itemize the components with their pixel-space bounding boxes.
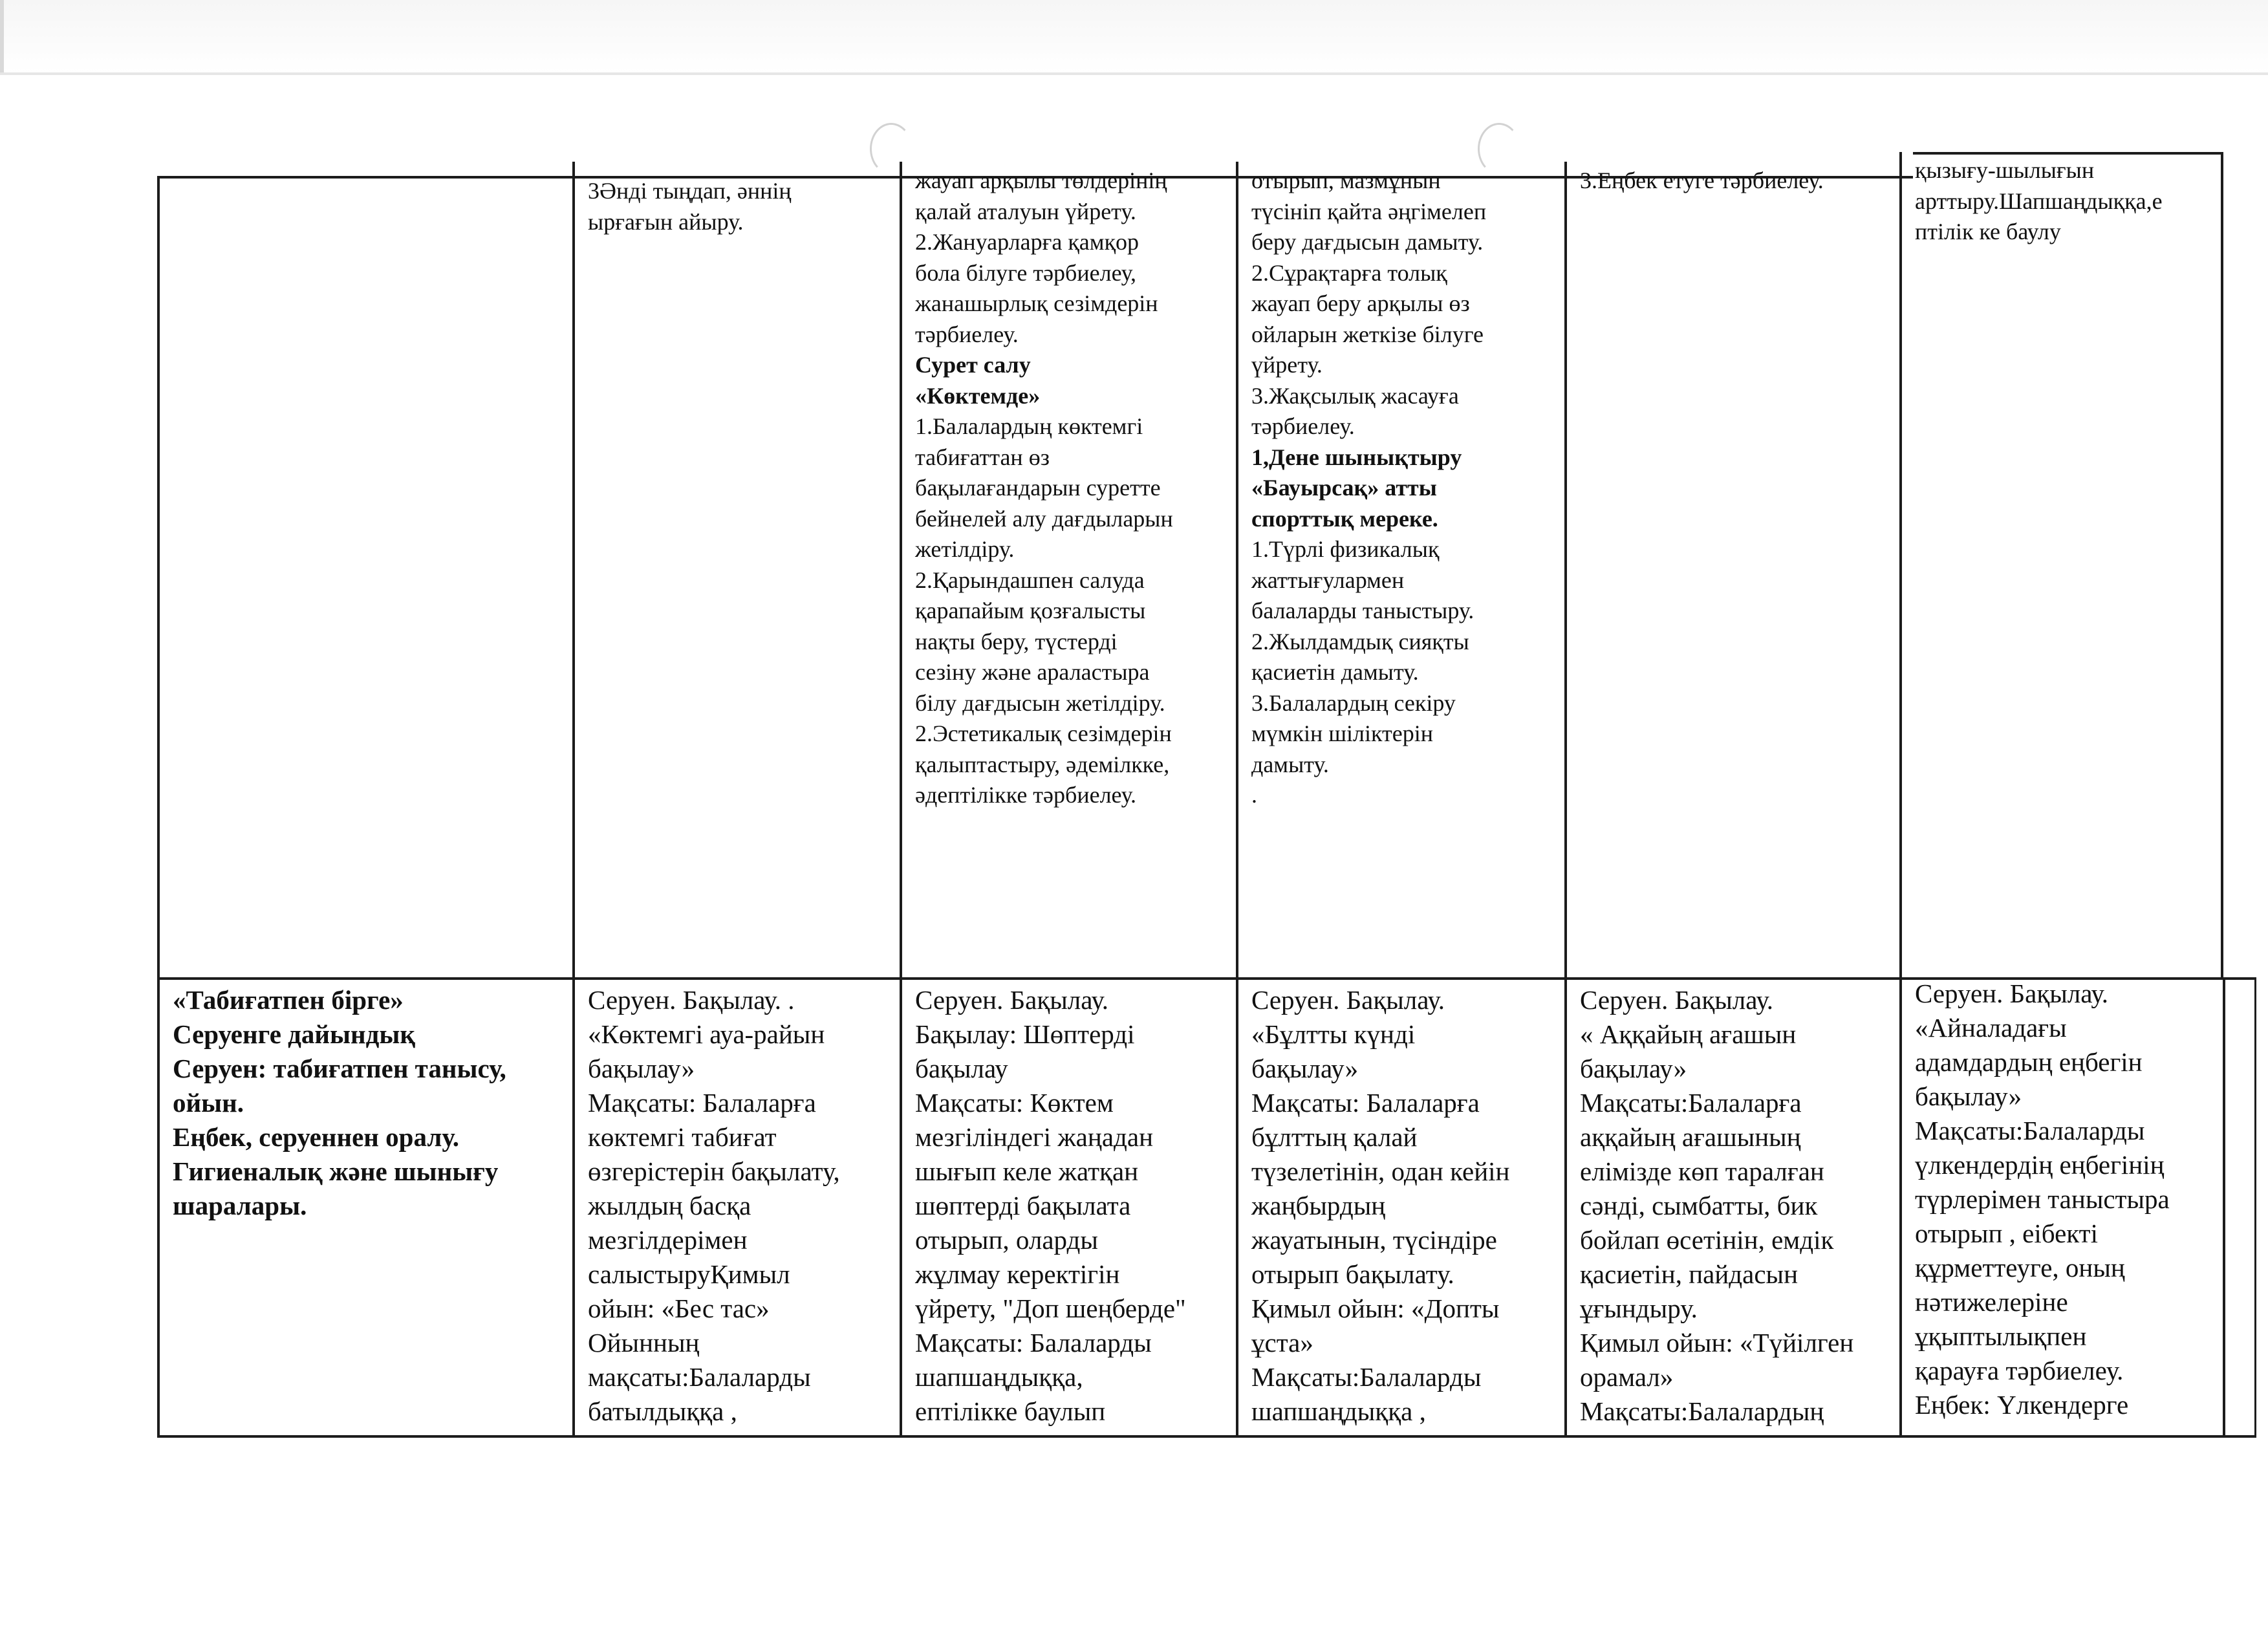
cell-text-line: «Айналадағы [1915,1013,2067,1043]
cell-text-line: бейнелей алу дағдыларын [915,505,1173,532]
cell-text-line: бола білуге тәрбиелеу, [915,259,1137,286]
col-border-6-top [2221,152,2223,979]
cell-text-line: адамдардың еңбегін [1915,1047,2143,1077]
cell-text-line: Еңбек, серуеннен оралу. [173,1122,459,1152]
cell-text-line: шөптерді бақылата [915,1191,1131,1220]
cell-text-line: табиғаттан өз [915,444,1050,470]
cell-text-line: отырып , еібекті [1915,1218,2098,1248]
cell-text-line: ойын. [173,1088,244,1118]
cell-text-line: мезгілдерімен [588,1225,748,1255]
cell-text-line: ұста» [1251,1328,1313,1358]
cell-text-line: орамал» [1580,1362,1674,1392]
cell-text-line: 3.Еңбек етуге тәрбиелеу. [1580,168,1824,193]
cell-text-line: отырып, мазмұнын [1251,168,1441,193]
cell-text-line: 3Әнді тыңдап, әннің [588,178,792,204]
cell-text-line: салыстыруҚимыл [588,1259,790,1289]
cell-text-line: нақты беру, түстерді [915,628,1118,655]
cell-text-line: 2.Жануарларға қамқор [915,229,1139,255]
row1-col5-cell [1567,166,1899,197]
cell-text-line: 1,Дене шынықтыру [1251,444,1462,470]
cell-text-line: қарапайым қозғалысты [915,598,1146,623]
cell-text-line: «Көктемде» [915,382,1041,409]
cell-text-line: балаларды таныстыру. [1251,598,1474,623]
row2-col5-cell [1567,983,1899,1429]
cell-text-line: көктемгі табиғат [588,1122,777,1152]
col-border-7 [2254,977,2256,1438]
cell-text-line: бақылау [915,1054,1008,1083]
row2-col2-cell [575,983,900,1429]
cell-text-line: мүмкін шіліктерін [1251,720,1434,746]
cell-text-line: отырып, оларды [915,1225,1098,1255]
scan-edge [0,0,4,72]
cell-text-line: Мақсаты:Балалардың [1580,1396,1824,1426]
cell-text-line: жұлмау керектігін [915,1259,1120,1289]
cell-text-line: аққайың ағашының [1580,1122,1801,1152]
cell-text-line: Мақсаты:Балаларды [1915,1116,2145,1145]
cell-text-line: . [1251,782,1257,808]
cell-text-line: ұқыптылықпен [1915,1321,2087,1351]
table-top-border-right [1913,152,2223,155]
row1-col3-cell [902,166,1236,811]
cell-text-line: 2.Сұрақтарға толық [1251,259,1447,286]
row2-col1-cell [160,983,572,1223]
cell-text-line: 2.Қарындашпен салуда [915,567,1145,593]
cell-text-line: қалай аталуын үйрету. [915,198,1136,224]
cell-text-line: 1.Түрлі физикалық [1251,536,1440,562]
cell-text-line: жауатынын, түсіндіре [1251,1225,1497,1255]
cell-text-line: жылдың басқа [588,1191,751,1220]
cell-text-line: үйрету, "Доп шеңберде" [915,1294,1186,1323]
cell-text-line: бұлттың қалай [1251,1122,1418,1152]
cell-text-line: Мақсаты: Көктем [915,1088,1114,1118]
cell-text-line: түрлерімен таныстыра [1915,1184,2170,1214]
cell-text-line: қалыптастыру, әдемілкке, [915,751,1170,777]
cell-text-line: бақылау» [1915,1081,2022,1111]
cell-text-line: птілік ке баулу [1915,219,2061,244]
cell-text-line: бақылау» [588,1054,695,1083]
cell-text-line: «Бұлтты күнді [1251,1019,1416,1049]
cell-text-line: «Бауырсақ» атты [1251,475,1437,501]
cell-text-line: түзелетінін, одан кейін [1251,1156,1510,1186]
cell-text-line: елімізде көп таралған [1580,1156,1824,1186]
cell-text-line: ұғындыру. [1580,1294,1698,1323]
cell-text-line: Мақсаты: Балаларды [915,1328,1152,1358]
cell-text-line: Серуен. Бақылау. [915,985,1109,1015]
row1-col2-cell [575,176,900,237]
cell-text-line: спорттық мереке. [1251,505,1438,532]
cell-text-line: үлкендердің еңбегінің [1915,1150,2165,1180]
cell-text-line: Қимыл ойын: «Түйілген [1580,1328,1854,1358]
cell-text-line: Серуен: табиғатпен танысу, [173,1054,506,1083]
cell-text-line: жаңбырдың [1251,1191,1386,1220]
cell-text-line: сәнді, сымбатты, бик [1580,1191,1818,1220]
scan-border [0,0,2268,75]
cell-text-line: ойын: «Бес тас» [588,1294,770,1323]
cell-text-line: Бақылау: Шөптерді [915,1019,1135,1049]
cell-text-line: 3.Жақсылық жасауға [1251,382,1459,409]
cell-text-line: «Табиғатпен бірге» [173,985,404,1015]
cell-text-line: Ойынның [588,1328,700,1358]
cell-text-line: шығып келе жатқан [915,1156,1139,1186]
cell-text-line: ептілікке баулып [915,1396,1106,1426]
cell-text-line: қарауға тәрбиелеу. [1915,1356,2124,1385]
cell-text-line: батылдыққа , [588,1396,737,1426]
cell-text-line: тәрбиелеу. [915,321,1019,347]
row2-col4-cell [1238,983,1564,1429]
cell-text-line: сезіну және араластыра [915,659,1150,685]
cell-text-line: ойларын жеткізе білуге [1251,321,1484,347]
cell-text-line: жанашырлық сезімдерін [915,290,1158,316]
cell-text-line: Мақсаты:Балаларға [1580,1088,1802,1118]
cell-text-line: арттыру.Шапшаңдыққа,е [1915,188,2163,214]
row2-col3-cell [902,983,1236,1429]
cell-text-line: 2.Жылдамдық сияқты [1251,628,1469,655]
cell-text-line: нәтижелеріне [1915,1287,2068,1317]
cell-text-line: беру дағдысын дамыту. [1251,229,1484,255]
cell-text-line: Мақсаты: Балаларға [1251,1088,1480,1118]
cell-text-line: Серуен. Бақылау. [1251,985,1445,1015]
cell-text-line: шапшаңдыққа, [915,1362,1083,1392]
cell-text-line: 2.Эстетикалық сезімдерін [915,720,1172,746]
cell-text-line: түсініп қайта әңгімелеп [1251,198,1487,224]
cell-text-line: Серуен. Бақылау. . [588,985,795,1015]
cell-text-line: бақылағандарын суретте [915,475,1161,501]
cell-text-line: «Көктемгі ауа-райын [588,1019,825,1049]
cell-text-line: Гигиеналық және шынығу [173,1156,499,1186]
cell-text-line: қасиетін дамыту. [1251,659,1419,685]
cell-text-line: Серуен. Бақылау. [1580,985,1774,1015]
cell-text-line: Мақсаты:Балаларды [1251,1362,1482,1392]
cell-text-line: отырып бақылату. [1251,1259,1454,1289]
cell-text-line: жауап беру арқылы өз [1251,290,1470,316]
cell-text-line: білу дағдысын жетілдіру. [915,689,1165,716]
cell-text-line: Еңбек: Үлкендерге [1915,1390,2129,1420]
col-border-6-bottom [2223,977,2225,1438]
cell-text-line: бойлап өсетінін, емдік [1580,1225,1834,1255]
cell-text-line: Сурет салу [915,352,1031,378]
row1-col6-cell [1902,155,2221,248]
cell-text-line: әдептілікке тәрбиелеу. [915,782,1137,808]
row2-col6-cell [1902,977,2223,1422]
cell-text-line: мақсаты:Балаларды [588,1362,811,1392]
cell-text-line: мезгіліндегі жаңадан [915,1122,1154,1152]
cell-text-line: үйрету. [1251,352,1323,378]
cell-text-line: жаттығулармен [1251,567,1405,593]
cell-text-line: Қимыл ойын: «Допты [1251,1294,1500,1323]
row1-col1-cell [160,176,572,977]
cell-text-line: дамыту. [1251,751,1329,777]
cell-text-line: тәрбиелеу. [1251,413,1355,439]
cell-text-line: жетілдіру. [915,536,1015,562]
cell-text-line: бақылау» [1580,1054,1687,1083]
cell-text-line: 3.Балалардың секіру [1251,689,1456,716]
cell-text-line: 1.Балалардың көктемгі [915,413,1143,439]
cell-text-line: Серуенге дайындық [173,1019,416,1049]
row1-col4-cell [1238,166,1564,811]
cell-text-line: « Аққайың ағашын [1580,1019,1797,1049]
cell-text-line: Мақсаты: Балаларға [588,1088,816,1118]
cell-text-line: құрметтеуге, оның [1915,1253,2125,1283]
cell-text-line: шапшаңдыққа , [1251,1396,1426,1426]
cell-text-line: қасиетін, пайдасын [1580,1259,1798,1289]
cell-text-line: ырғағын айыру. [588,208,744,235]
cell-text-line: шаралары. [173,1191,307,1220]
cell-text-line: қызығу-шылығын [1915,157,2095,183]
cell-text-line: Серуен. Бақылау. [1915,979,2109,1008]
cell-text-line: жауап арқылы төлдерінің [915,168,1167,193]
table-bottom-border [157,1435,2256,1438]
cell-text-line: бақылау» [1251,1054,1359,1083]
cell-text-line: өзгерістерін бақылату, [588,1156,840,1186]
